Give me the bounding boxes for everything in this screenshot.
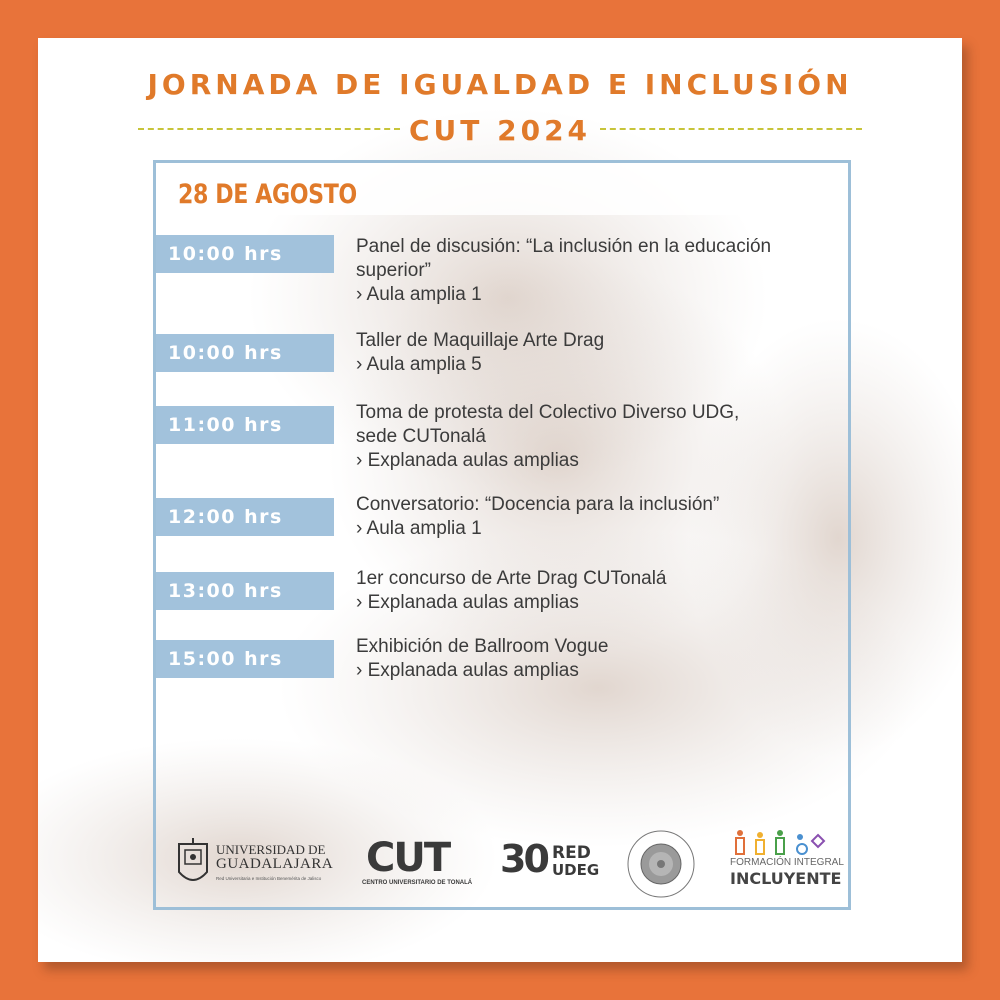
- sponsor-logos: [156, 803, 848, 903]
- event-date: 28 DE AGOSTO: [178, 179, 357, 210]
- time-badge: 13:00 hrs: [156, 572, 334, 610]
- event-item: [356, 567, 836, 615]
- event-location: › Explanada aulas amplias: [356, 660, 579, 681]
- schedule-panel: [153, 160, 851, 910]
- event-title-line: Taller de Maquillaje Arte Drag: [356, 330, 605, 351]
- inclusion-figures-icon: [732, 829, 832, 855]
- dashed-divider-right: [600, 128, 862, 130]
- red-anniversary-number: 30: [500, 837, 547, 881]
- udg-crest-icon: [176, 838, 210, 892]
- time-badge: 11:00 hrs: [156, 406, 334, 444]
- event-title-line: Exhibición de Ballroom Vogue: [356, 636, 609, 657]
- event-title-line: Conversatorio: “Docencia para la inclusión”: [356, 494, 720, 515]
- udg-logo: [176, 838, 336, 892]
- udg-subtitle: Red Universitaria e Institución Benemérita de Jalisco: [216, 876, 322, 881]
- formacion-incluyente-logo: [728, 829, 844, 895]
- event-item: [356, 493, 836, 541]
- event-item: [356, 235, 836, 307]
- poster-card: [38, 38, 962, 962]
- red-label: RED: [552, 843, 591, 863]
- udg-name-line2: GUADALAJARA: [216, 856, 334, 872]
- event-item: [356, 401, 836, 473]
- udg-name-line1: UNIVERSIDAD DE: [216, 842, 326, 857]
- time-badge: 15:00 hrs: [156, 640, 334, 678]
- cut-wordmark: CUT: [366, 835, 450, 881]
- event-title-line: Toma de protesta del Colectivo Diverso UDG,: [356, 402, 740, 423]
- catedra-paz-logo: [626, 829, 696, 899]
- fi-line2: INCLUYENTE: [730, 869, 842, 888]
- event-location: › Explanada aulas amplias: [356, 450, 579, 471]
- event-title-line: sede CUTonalá: [356, 426, 486, 447]
- event-title-line: superior”: [356, 260, 431, 281]
- event-title-line: 1er concurso de Arte Drag CUTonalá: [356, 568, 667, 589]
- date-header: [156, 163, 848, 215]
- cut-subtitle: CENTRO UNIVERSITARIO DE TONALÁ: [362, 880, 473, 886]
- event-title: JORNADA DE IGUALDAD E INCLUSIÓN: [147, 68, 853, 101]
- event-item: [356, 635, 836, 683]
- event-title-line: Panel de discusión: “La inclusión en la educación: [356, 236, 772, 257]
- event-location: › Explanada aulas amplias: [356, 592, 579, 613]
- time-badge: 12:00 hrs: [156, 498, 334, 536]
- event-subtitle: CUT 2024: [408, 114, 592, 147]
- catedra-seal-icon: [626, 829, 696, 899]
- cut-logo: [362, 835, 482, 895]
- time-badge: 10:00 hrs: [156, 334, 334, 372]
- event-location: › Aula amplia 5: [356, 354, 482, 375]
- event-location: › Aula amplia 1: [356, 284, 482, 305]
- fi-line1: FORMACIÓN INTEGRAL: [730, 857, 844, 868]
- event-location: › Aula amplia 1: [356, 518, 482, 539]
- udeg-label: UDEG: [552, 861, 600, 879]
- event-item: [356, 329, 836, 377]
- red-udeg-logo: [500, 835, 604, 891]
- time-badge: 10:00 hrs: [156, 235, 334, 273]
